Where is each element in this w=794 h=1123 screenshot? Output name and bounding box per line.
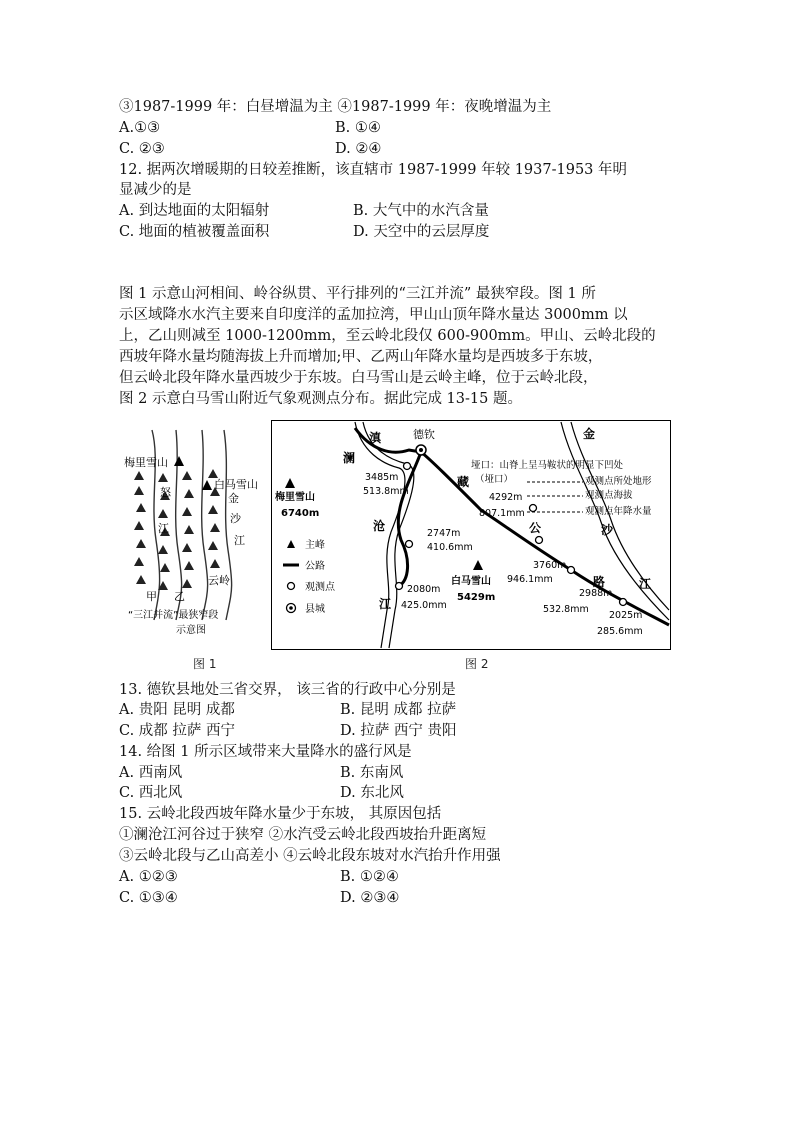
fig2-label-meili: 梅里雪山 xyxy=(275,492,315,503)
fig1-label-yunling: 云岭 xyxy=(208,574,230,587)
fig1-label-jin: 金 xyxy=(228,492,239,505)
fig1-label-jia: 甲 xyxy=(146,590,157,603)
yakou-definition: 垭口：山脊上呈马鞍状的明显下凹处 xyxy=(471,460,624,471)
q11-option-b: B. ①④ xyxy=(335,120,381,136)
fig1-label-yi: 乙 xyxy=(174,590,185,603)
fig2-label-deqin: 德钦 xyxy=(413,428,435,441)
q12-option-a: A. 到达地面的太阳辐射 xyxy=(119,203,270,219)
intro-line: 图 1 示意山河相间、岭谷纵贯、平行排列的“三江并流” 最狭窄段。图 1 所 xyxy=(119,286,596,302)
intro-line: 图 2 示意白马雪山附近气象观测点分布。据此完成 13-15 题。 xyxy=(119,391,522,407)
q13-option-a: A. 贵阳 昆明 成都 xyxy=(119,702,235,718)
note-precip: 观测点年降水量 xyxy=(585,506,652,517)
figure-1-caption: 图 1 xyxy=(193,657,217,671)
station-precip: 807.1mm xyxy=(479,508,525,519)
fig2-label-lan: 澜 xyxy=(343,451,356,465)
fig2-label-baima: 白马雪山 xyxy=(451,576,491,587)
fig1-label-jiang2: 江 xyxy=(234,534,245,547)
fig2-label-cang: 沧 xyxy=(373,519,386,533)
station-precip: 425.0mm xyxy=(401,600,447,611)
fig2-label-jin: 金 xyxy=(583,427,596,441)
q11-option-a: A.①③ xyxy=(119,120,161,136)
fig2-label-lu: 路 xyxy=(593,575,606,589)
station-altitude: 2080m xyxy=(407,584,441,595)
station-precip: 513.8mm xyxy=(363,486,409,497)
figure-1-map xyxy=(120,420,270,642)
q15-option-a: A. ①②③ xyxy=(119,869,178,885)
intro-paragraph xyxy=(119,284,679,410)
legend-road: 公路 xyxy=(305,561,325,572)
fig2-label-gong: 公 xyxy=(529,521,542,535)
q14-stem: 14. 给图 1 所示区域带来大量降水的盛行风是 xyxy=(119,744,412,760)
fig1-label-jiang: 江 xyxy=(158,522,169,535)
fig2-label-zang: 藏 xyxy=(457,475,470,489)
intro-line: 但云岭北段年降水量西坡少于东坡。白马雪山是云岭主峰，位于云岭北段， xyxy=(119,370,598,386)
q14-option-d: D. 东北风 xyxy=(340,785,404,801)
legend-county: 县城 xyxy=(305,604,325,615)
intro-line: 上，乙山则减至 1000-1200mm，至云岭北段仅 600-900mm。甲山、云岭北段的 xyxy=(119,328,656,344)
q13-option-b: B. 昆明 成都 拉萨 xyxy=(340,702,457,718)
station-precip: 410.6mm xyxy=(427,542,473,553)
note-altitude: 观测点海拔 xyxy=(585,490,633,501)
station-altitude: 4292m xyxy=(489,492,523,503)
fig2-label-dian: 滇 xyxy=(369,431,382,445)
station-precip: 532.8mm xyxy=(543,604,589,615)
station-precip: 946.1mm xyxy=(507,574,553,585)
q14-option-a: A. 西南风 xyxy=(119,765,183,781)
station-altitude: 3485m xyxy=(365,472,399,483)
q11-statement-3-4: ③1987-1999 年：白昼增温为主 ④1987-1999 年：夜晚增温为主 xyxy=(119,99,552,115)
q14-option-c: C. 西北风 xyxy=(119,785,183,801)
intro-line: 示区域降水水汽主要来自印度洋的孟加拉湾，甲山山顶年降水量达 3000mm 以 xyxy=(119,307,628,323)
fig2-label-jiang-west: 江 xyxy=(379,597,392,611)
station-altitude: 2747m xyxy=(427,528,461,539)
q12-stem-line1: 12. 据两次增暖期的日较差推断，该直辖市 1987-1999 年较 1937-1953 年明 xyxy=(119,162,628,178)
fig2-label-jiang-east: 江 xyxy=(639,577,652,591)
q15-statement-1-2: ①澜沧江河谷过于狭窄 ②水汽受云岭北段西坡抬升距离短 xyxy=(119,827,487,843)
fig1-label-meili: 梅里雪山 xyxy=(124,456,168,469)
q13-stem: 13. 德钦县地处三省交界， 该三省的行政中心分别是 xyxy=(119,682,456,698)
intro-line: 西坡年降水量均随海拔上升而增加;甲、乙两山年降水量均是西坡多于东坡， xyxy=(119,349,603,365)
legend-peak: 主峰 xyxy=(305,540,325,551)
q11-option-d: D. ②④ xyxy=(335,141,382,157)
q15-option-d: D. ②③④ xyxy=(340,890,400,906)
legend-station: 观测点 xyxy=(305,582,335,593)
figure-2-map xyxy=(271,420,671,650)
fig2-label-meili-height: 6740m xyxy=(281,508,320,519)
station-precip: 285.6mm xyxy=(597,626,643,637)
q14-option-b: B. 东南风 xyxy=(340,765,404,781)
yakou-label: （垭口） xyxy=(475,474,514,485)
q12-option-d: D. 天空中的云层厚度 xyxy=(353,224,490,240)
q13-option-c: C. 成都 拉萨 西宁 xyxy=(119,723,236,739)
fig1-title-line2: 示意图 xyxy=(176,625,206,636)
fig1-title-line1: “三江并流”最狭窄段 xyxy=(128,610,219,621)
q11-option-c: C. ②③ xyxy=(119,141,165,157)
fig2-label-baima-height: 5429m xyxy=(457,592,496,603)
fig2-label-sha: 沙 xyxy=(601,523,614,537)
q15-statement-3-4: ③云岭北段与乙山高差小 ④云岭北段东坡对水汽抬升作用强 xyxy=(119,848,501,864)
note-terrain: 观测点所处地形 xyxy=(585,476,652,487)
q12-option-c: C. 地面的植被覆盖面积 xyxy=(119,224,270,240)
fig1-label-baima: 白马雪山 xyxy=(214,478,258,491)
q15-option-c: C. ①③④ xyxy=(119,890,178,906)
q12-option-b: B. 大气中的水汽含量 xyxy=(353,203,489,219)
q13-option-d: D. 拉萨 西宁 贵阳 xyxy=(340,723,457,739)
station-altitude: 2025m xyxy=(609,610,643,621)
station-altitude: 3760m xyxy=(533,560,567,571)
figure-2-caption: 图 2 xyxy=(465,657,489,671)
fig1-label-nu: 怒 xyxy=(160,486,171,499)
q15-option-b: B. ①②④ xyxy=(340,869,399,885)
q12-stem-line2: 显减少的是 xyxy=(119,182,192,198)
q15-stem: 15. 云岭北段西坡年降水量少于东坡， 其原因包括 xyxy=(119,806,442,822)
fig1-label-sha: 沙 xyxy=(230,512,241,525)
station-altitude: 2988m xyxy=(579,588,613,599)
